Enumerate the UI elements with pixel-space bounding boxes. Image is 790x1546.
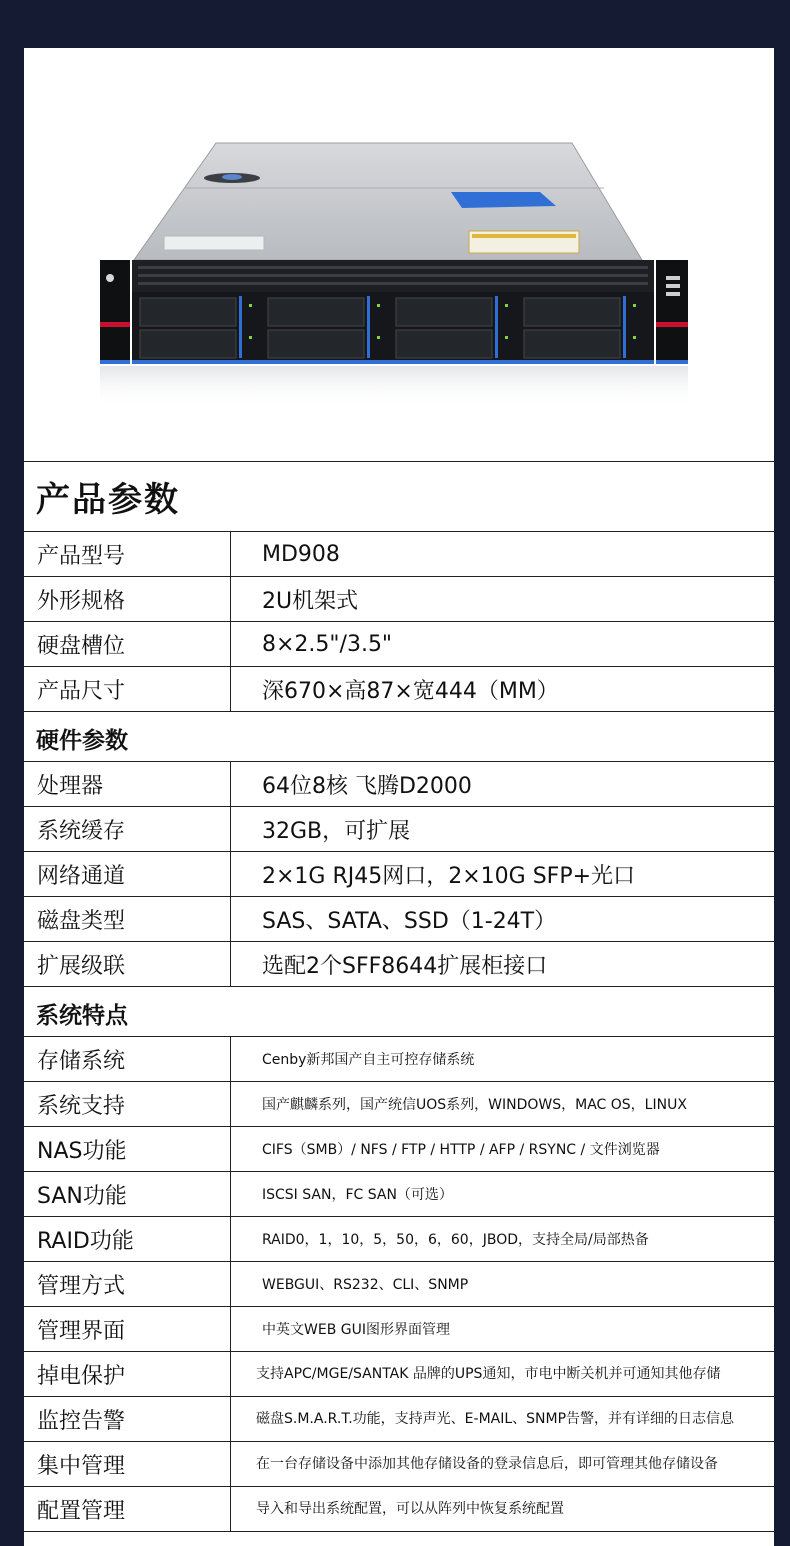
spec-row bbox=[24, 1397, 774, 1442]
section-heading-row bbox=[24, 712, 774, 762]
spec-value: 导入和导出系统配置，可以从阵列中恢复系统配置 bbox=[256, 1501, 564, 1517]
spec-value: 深670×高87×宽444（MM） bbox=[262, 678, 559, 704]
product-image bbox=[24, 48, 774, 461]
spec-label: 扩展级联 bbox=[24, 942, 231, 986]
spec-value: 磁盘S.M.A.R.T.功能，支持声光、E-MAIL、SNMP告警，并有详细的日志信息 bbox=[256, 1411, 735, 1427]
section-heading-row bbox=[24, 987, 774, 1037]
spec-row bbox=[24, 1082, 774, 1127]
spec-value: RAID0，1，10，5，50，6，60，JBOD，支持全局/局部热备 bbox=[262, 1232, 649, 1248]
page-title-row bbox=[24, 462, 774, 532]
spec-value: 国产麒麟系列，国产统信UOS系列，WINDOWS，MAC OS，LINUX bbox=[262, 1097, 687, 1113]
spec-label: 处理器 bbox=[24, 762, 231, 806]
spec-table bbox=[24, 461, 774, 1532]
spec-row bbox=[24, 852, 774, 897]
spec-value: 选配2个SFF8644扩展柜接口 bbox=[262, 953, 548, 979]
spec-label: 硬盘槽位 bbox=[24, 622, 231, 666]
spec-label: RAID功能 bbox=[24, 1217, 231, 1261]
spec-value: MD908 bbox=[262, 541, 340, 567]
spec-value: 8×2.5"/3.5" bbox=[262, 631, 393, 657]
spec-row bbox=[24, 1487, 774, 1532]
spec-value: CIFS（SMB）/ NFS / FTP / HTTP / AFP / RSYNC / 文件浏览器 bbox=[262, 1142, 660, 1158]
spec-label: 产品尺寸 bbox=[24, 667, 231, 711]
spec-label: 系统缓存 bbox=[24, 807, 231, 851]
spec-row bbox=[24, 1352, 774, 1397]
spec-value: 64位8核 飞腾D2000 bbox=[262, 773, 472, 799]
spec-value: 2×1G RJ45网口，2×10G SFP+光口 bbox=[262, 863, 636, 889]
spec-label: 产品型号 bbox=[24, 532, 231, 576]
spec-label: 存储系统 bbox=[24, 1037, 231, 1081]
spec-row bbox=[24, 1442, 774, 1487]
spec-label: 监控告警 bbox=[24, 1397, 231, 1441]
spec-row bbox=[24, 667, 774, 712]
spec-value: 支持APC/MGE/SANTAK 品牌的UPS通知，市电中断关机并可通知其他存储 bbox=[256, 1366, 721, 1382]
page-title: 产品参数 bbox=[36, 480, 180, 520]
spec-label: SAN功能 bbox=[24, 1172, 231, 1216]
spec-value: Cenby新邦国产自主可控存储系统 bbox=[262, 1052, 475, 1068]
spec-label: 掉电保护 bbox=[24, 1352, 231, 1396]
spec-row bbox=[24, 1307, 774, 1352]
spec-label: 管理界面 bbox=[24, 1307, 231, 1351]
spec-row bbox=[24, 1172, 774, 1217]
spec-row bbox=[24, 1262, 774, 1307]
spec-label: 管理方式 bbox=[24, 1262, 231, 1306]
spec-row bbox=[24, 1127, 774, 1172]
spec-value: 在一台存储设备中添加其他存储设备的登录信息后，即可管理其他存储设备 bbox=[256, 1456, 718, 1472]
spec-row bbox=[24, 1037, 774, 1082]
spec-label: 磁盘类型 bbox=[24, 897, 231, 941]
spec-row bbox=[24, 807, 774, 852]
spec-label: 系统支持 bbox=[24, 1082, 231, 1126]
spec-row bbox=[24, 1217, 774, 1262]
spec-label: 网络通道 bbox=[24, 852, 231, 896]
spec-value: SAS、SATA、SSD（1-24T） bbox=[262, 908, 557, 934]
spec-label: 外形规格 bbox=[24, 577, 231, 621]
spec-row bbox=[24, 622, 774, 667]
server-illustration bbox=[24, 48, 774, 461]
spec-row bbox=[24, 942, 774, 987]
spec-value: 32GB，可扩展 bbox=[262, 818, 411, 844]
spec-value: 中英文WEB GUI图形界面管理 bbox=[262, 1322, 450, 1338]
section-heading: 硬件参数 bbox=[36, 728, 128, 754]
spec-row bbox=[24, 532, 774, 577]
spec-row bbox=[24, 897, 774, 942]
spec-label: NAS功能 bbox=[24, 1127, 231, 1171]
spec-value: WEBGUI、RS232、CLI、SNMP bbox=[262, 1277, 469, 1293]
spec-row bbox=[24, 577, 774, 622]
spec-row bbox=[24, 762, 774, 807]
spec-label: 集中管理 bbox=[24, 1442, 231, 1486]
spec-value: 2U机架式 bbox=[262, 588, 359, 614]
section-heading: 系统特点 bbox=[36, 1003, 128, 1029]
spec-label: 配置管理 bbox=[24, 1487, 231, 1531]
spec-value: ISCSI SAN，FC SAN（可选） bbox=[262, 1187, 453, 1203]
spec-sheet bbox=[24, 48, 774, 1546]
